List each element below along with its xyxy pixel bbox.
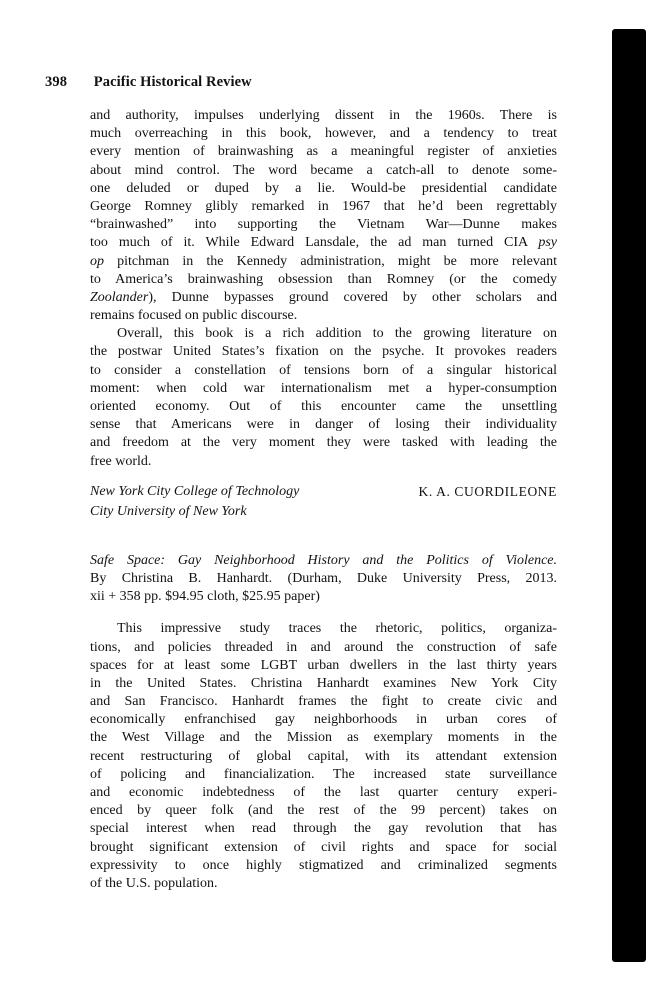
text-line bbox=[90, 307, 557, 325]
text-run: and freedom at the very moment they were tasked with leading the bbox=[90, 435, 557, 451]
text-line bbox=[90, 620, 557, 638]
italic-text-run: Zoolander bbox=[90, 289, 149, 305]
text-run: economically enfranchised gay neighborhoods in urban cores of bbox=[90, 712, 557, 728]
text-line bbox=[90, 711, 557, 729]
text-line bbox=[90, 162, 557, 180]
text-line bbox=[90, 588, 557, 606]
running-header bbox=[45, 74, 555, 91]
text-line bbox=[90, 362, 557, 380]
text-line bbox=[90, 657, 557, 675]
text-line bbox=[90, 570, 557, 588]
text-run: expressivity to once highly stigmatized and criminalized segments bbox=[90, 857, 557, 873]
review-cuordileone-body bbox=[90, 107, 557, 471]
text-line bbox=[90, 766, 557, 784]
reviewer-affiliation-line-2: City University of New York bbox=[90, 503, 247, 519]
text-line bbox=[90, 434, 557, 452]
text-line bbox=[90, 180, 557, 198]
text-run: Overall, this book is a rich addition to the growing literature on bbox=[117, 326, 557, 342]
text-run: tions, and policies threaded in and around the construction of safe bbox=[90, 639, 557, 655]
text-run: special interest when read through the gay revolution that has bbox=[90, 821, 557, 837]
text-line bbox=[90, 198, 557, 216]
text-line bbox=[90, 216, 557, 234]
text-line bbox=[90, 234, 557, 252]
text-run: of policing and financialization. The increased state surveillance bbox=[90, 766, 557, 782]
text-run: sense that Americans were in danger of losing their individuality bbox=[90, 417, 557, 433]
text-run: and economic indebtedness of the last quarter century experi- bbox=[90, 785, 557, 800]
text-run: enced by queer folk (and the rest of the 99 percent) takes on bbox=[90, 803, 557, 819]
text-line bbox=[90, 552, 557, 570]
text-line bbox=[90, 380, 557, 398]
text-line bbox=[90, 289, 557, 307]
text-line bbox=[90, 729, 557, 747]
text-line bbox=[90, 675, 557, 693]
text-run: brought significant extension of civil rights and space for social bbox=[90, 839, 557, 855]
italic-text-run: Safe Space: Gay Neighborhood History and the Politics of Violence. bbox=[90, 552, 557, 568]
text-run: one deluded or duped by a lie. Would-be presidential candidate bbox=[90, 180, 557, 196]
text-line bbox=[90, 693, 557, 711]
text-run: xii + 358 pp. $94.95 cloth, $25.95 paper) bbox=[90, 589, 320, 605]
text-line bbox=[90, 325, 557, 343]
text-line bbox=[90, 802, 557, 820]
text-run: the West Village and the Mission as exemplary moments in the bbox=[90, 730, 557, 746]
text-run: and San Francisco. Hanhardt frames the fight to create civic and bbox=[90, 694, 557, 710]
text-line bbox=[90, 639, 557, 657]
scan-gutter-bar bbox=[612, 29, 646, 962]
text-line bbox=[90, 107, 557, 125]
text-run: moment: when cold war internationalism met a hyper-consumption bbox=[90, 380, 557, 396]
text-line bbox=[90, 398, 557, 416]
italic-text-run: psy bbox=[538, 235, 557, 251]
page-number: 398 bbox=[45, 74, 68, 90]
text-line bbox=[90, 875, 557, 893]
text-run: “brainwashed” into supporting the Vietnam War—Dunne makes bbox=[90, 217, 557, 233]
text-run: the postwar United States’s fixation on the psyche. It provokes readers bbox=[90, 344, 557, 360]
text-line bbox=[90, 416, 557, 434]
text-run: too much of it. While Edward Lansdale, the ad man turned CIA bbox=[90, 235, 539, 251]
reviewer-affiliation-line-1: New York City College of Technology bbox=[90, 483, 300, 499]
review-hanhardt-body bbox=[90, 620, 557, 893]
text-line bbox=[90, 271, 557, 289]
text-line bbox=[90, 453, 557, 471]
text-run: recent restructuring of global capital, with its attendant extension bbox=[90, 748, 557, 764]
journal-title: Pacific Historical Review bbox=[93, 74, 252, 90]
text-run: spaces for at least some LGBT urban dwellers in the last thirty years bbox=[90, 657, 557, 673]
text-line bbox=[90, 820, 557, 838]
text-run: to America’s brainwashing obsession than Romney (or the comedy bbox=[90, 271, 557, 287]
text-line bbox=[90, 748, 557, 766]
review-hanhardt-citation bbox=[90, 552, 557, 607]
text-run: ), Dunne bypasses ground covered by other scholars and bbox=[148, 289, 557, 305]
text-run: much overreaching in this book, however, and a tendency to treat bbox=[90, 126, 557, 142]
italic-text-run: op bbox=[90, 253, 118, 269]
text-run: By Christina B. Hanhardt. (Durham, Duke University Press, 2013. bbox=[90, 570, 557, 586]
page-body bbox=[90, 107, 557, 893]
reviewer-name: K. A. CUORDILEONE bbox=[418, 483, 557, 499]
reviewer-attribution bbox=[90, 482, 557, 524]
text-run: This impressive study traces the rhetoric, politics, organiza- bbox=[117, 621, 557, 637]
text-run: of the U.S. population. bbox=[90, 875, 218, 891]
text-line bbox=[90, 839, 557, 857]
text-line bbox=[90, 125, 557, 143]
text-run: George Romney glibly remarked in 1967 that he’d been regrettably bbox=[90, 198, 557, 214]
text-run: oriented economy. Out of this encounter came the unsettling bbox=[90, 399, 557, 414]
text-line bbox=[90, 253, 557, 271]
text-run: to consider a constellation of tensions born of a singular historical bbox=[90, 362, 557, 378]
text-run: pitchman in the Kennedy administration, might be more relevant bbox=[117, 253, 557, 269]
text-line bbox=[90, 343, 557, 361]
text-run: about mind control. The word became a catch-all to denote some- bbox=[90, 162, 557, 178]
text-line bbox=[90, 784, 557, 802]
text-line bbox=[90, 143, 557, 161]
text-run: remains focused on public discourse. bbox=[90, 308, 298, 324]
text-run: in the United States. Christina Hanhardt examines New York City bbox=[90, 675, 557, 691]
text-run: and authority, impulses underlying dissent in the 1960s. There is bbox=[90, 108, 557, 123]
text-run: every mention of brainwashing as a meaningful register of anxieties bbox=[90, 144, 557, 160]
text-line bbox=[90, 857, 557, 875]
text-run: free world. bbox=[90, 453, 152, 469]
